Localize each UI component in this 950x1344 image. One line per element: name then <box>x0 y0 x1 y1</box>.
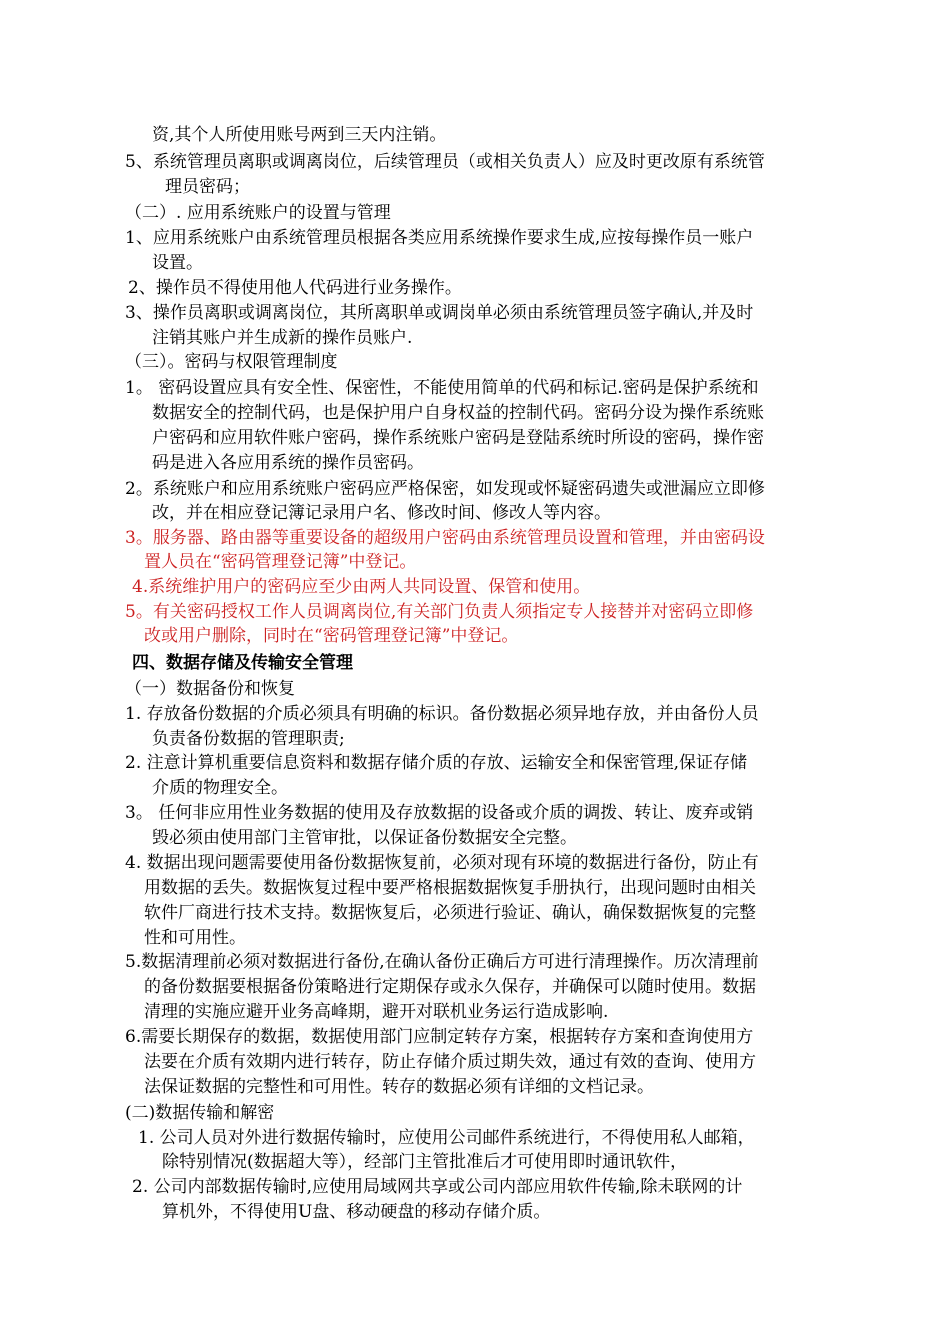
list-item: 3。服务器、路由器等重要设备的超级用户密码由系统管理员设置和管理，并由密码设 <box>125 528 765 548</box>
list-item: 3。 任何非应用性业务数据的使用及存放数据的设备或介质的调拨、转让、废弃或销 <box>125 803 754 823</box>
list-item: 4.系统维护用户的密码应至少由两人共同设置、保管和使用。 <box>132 577 591 597</box>
text-line: 法要在介质有效期内进行转存，防止存储介质过期失效，通过有效的查询、使用方 <box>144 1052 756 1072</box>
list-item: 1. 存放备份数据的介质必须具有明确的标识。备份数据必须异地存放，并由备份人员 <box>125 704 759 724</box>
list-item: 3、操作员离职或调离岗位，其所离职单或调岗单必须由系统管理员签字确认,并及时 <box>125 303 754 323</box>
text-line: 注销其账户并生成新的操作员账户. <box>152 328 413 348</box>
text-line: 改，并在相应登记簿记录用户名、修改时间、修改人等内容。 <box>152 503 611 523</box>
list-item: 2、操作员不得使用他人代码进行业务操作。 <box>128 278 462 298</box>
list-item: 5。有关密码授权工作人员调离岗位,有关部门负责人须指定专人接替并对密码立即修 <box>125 602 754 622</box>
text-line: 性和可用性。 <box>144 928 246 948</box>
text-line: 数据安全的控制代码，也是保护用户自身权益的控制代码。密码分设为操作系统账 <box>152 403 764 423</box>
text-line: 算机外，不得使用U盘、移动硬盘的移动存储介质。 <box>162 1202 551 1222</box>
text-line: 介质的物理安全。 <box>152 778 288 798</box>
list-item: 6.需要长期保存的数据，数据使用部门应制定转存方案，根据转存方案和查询使用方 <box>125 1027 754 1047</box>
text-line: 户密码和应用软件账户密码，操作系统账户密码是登陆系统时所设的密码，操作密 <box>152 428 764 448</box>
section-heading: （一）数据备份和恢复 <box>125 679 295 699</box>
list-item: 2. 注意计算机重要信息资料和数据存储介质的存放、运输安全和保密管理,保证存储 <box>125 753 748 773</box>
list-item: 5.数据清理前必须对数据进行备份,在确认备份正确后方可进行清理操作。历次清理前 <box>125 952 759 972</box>
text-line: 负责备份数据的管理职责; <box>152 729 345 749</box>
text-line: 码是进入各应用系统的操作员密码。 <box>152 453 424 473</box>
text-line: 清理的实施应避开业务高峰期，避开对联机业务运行造成影响. <box>144 1002 609 1022</box>
text-line: 除特别情况(数据超大等），经部门主管批准后才可使用即时通讯软件， <box>162 1152 688 1172</box>
text-line: 改或用户删除，同时在“密码管理登记簿”中登记。 <box>144 626 519 646</box>
section-heading: （三）。密码与权限管理制度 <box>125 352 338 372</box>
chapter-heading: 四、数据存储及传输安全管理 <box>132 653 353 673</box>
list-item: 1. 公司人员对外进行数据传输时，应使用公司邮件系统进行，不得使用私人邮箱， <box>138 1128 755 1148</box>
text-line: 设置。 <box>152 253 203 273</box>
text-line: 法保证数据的完整性和可用性。转存的数据必须有详细的文档记录。 <box>144 1077 654 1097</box>
text-line: 理员密码； <box>165 177 250 197</box>
text-line: 的备份数据要根据备份策略进行定期保存或永久保存，并确保可以随时使用。数据 <box>144 977 756 997</box>
section-heading: （二）. 应用系统账户的设置与管理 <box>125 203 391 223</box>
text-line: 毁必须由使用部门主管审批，以保证备份数据安全完整。 <box>152 828 577 848</box>
text-line: 置人员在“密码管理登记簿”中登记。 <box>144 552 417 572</box>
list-item: 2. 公司内部数据传输时,应使用局域网共享或公司内部应用软件传输,除未联网的计 <box>132 1177 743 1197</box>
list-item: 5、系统管理员离职或调离岗位，后续管理员（或相关负责人）应及时更改原有系统管 <box>125 152 765 172</box>
list-item: 1。 密码设置应具有安全性、保密性，不能使用简单的代码和标记.密码是保护系统和 <box>125 378 759 398</box>
list-item: 4. 数据出现问题需要使用备份数据恢复前，必须对现有环境的数据进行备份，防止有 <box>125 853 759 873</box>
list-item: 2。系统账户和应用系统账户密码应严格保密，如发现或怀疑密码遗失或泄漏应立即修 <box>125 479 765 499</box>
list-item: 1、应用系统账户由系统管理员根据各类应用系统操作要求生成,应按每操作员一账户 <box>125 228 754 248</box>
section-heading: (二)数据传输和解密 <box>125 1103 275 1123</box>
text-line: 软件厂商进行技术支持。数据恢复后，必须进行验证、确认，确保数据恢复的完整 <box>144 903 756 923</box>
text-line: 资,其个人所使用账号两到三天内注销。 <box>152 125 447 145</box>
text-line: 用数据的丢失。数据恢复过程中要严格根据数据恢复手册执行，出现问题时由相关 <box>144 878 756 898</box>
